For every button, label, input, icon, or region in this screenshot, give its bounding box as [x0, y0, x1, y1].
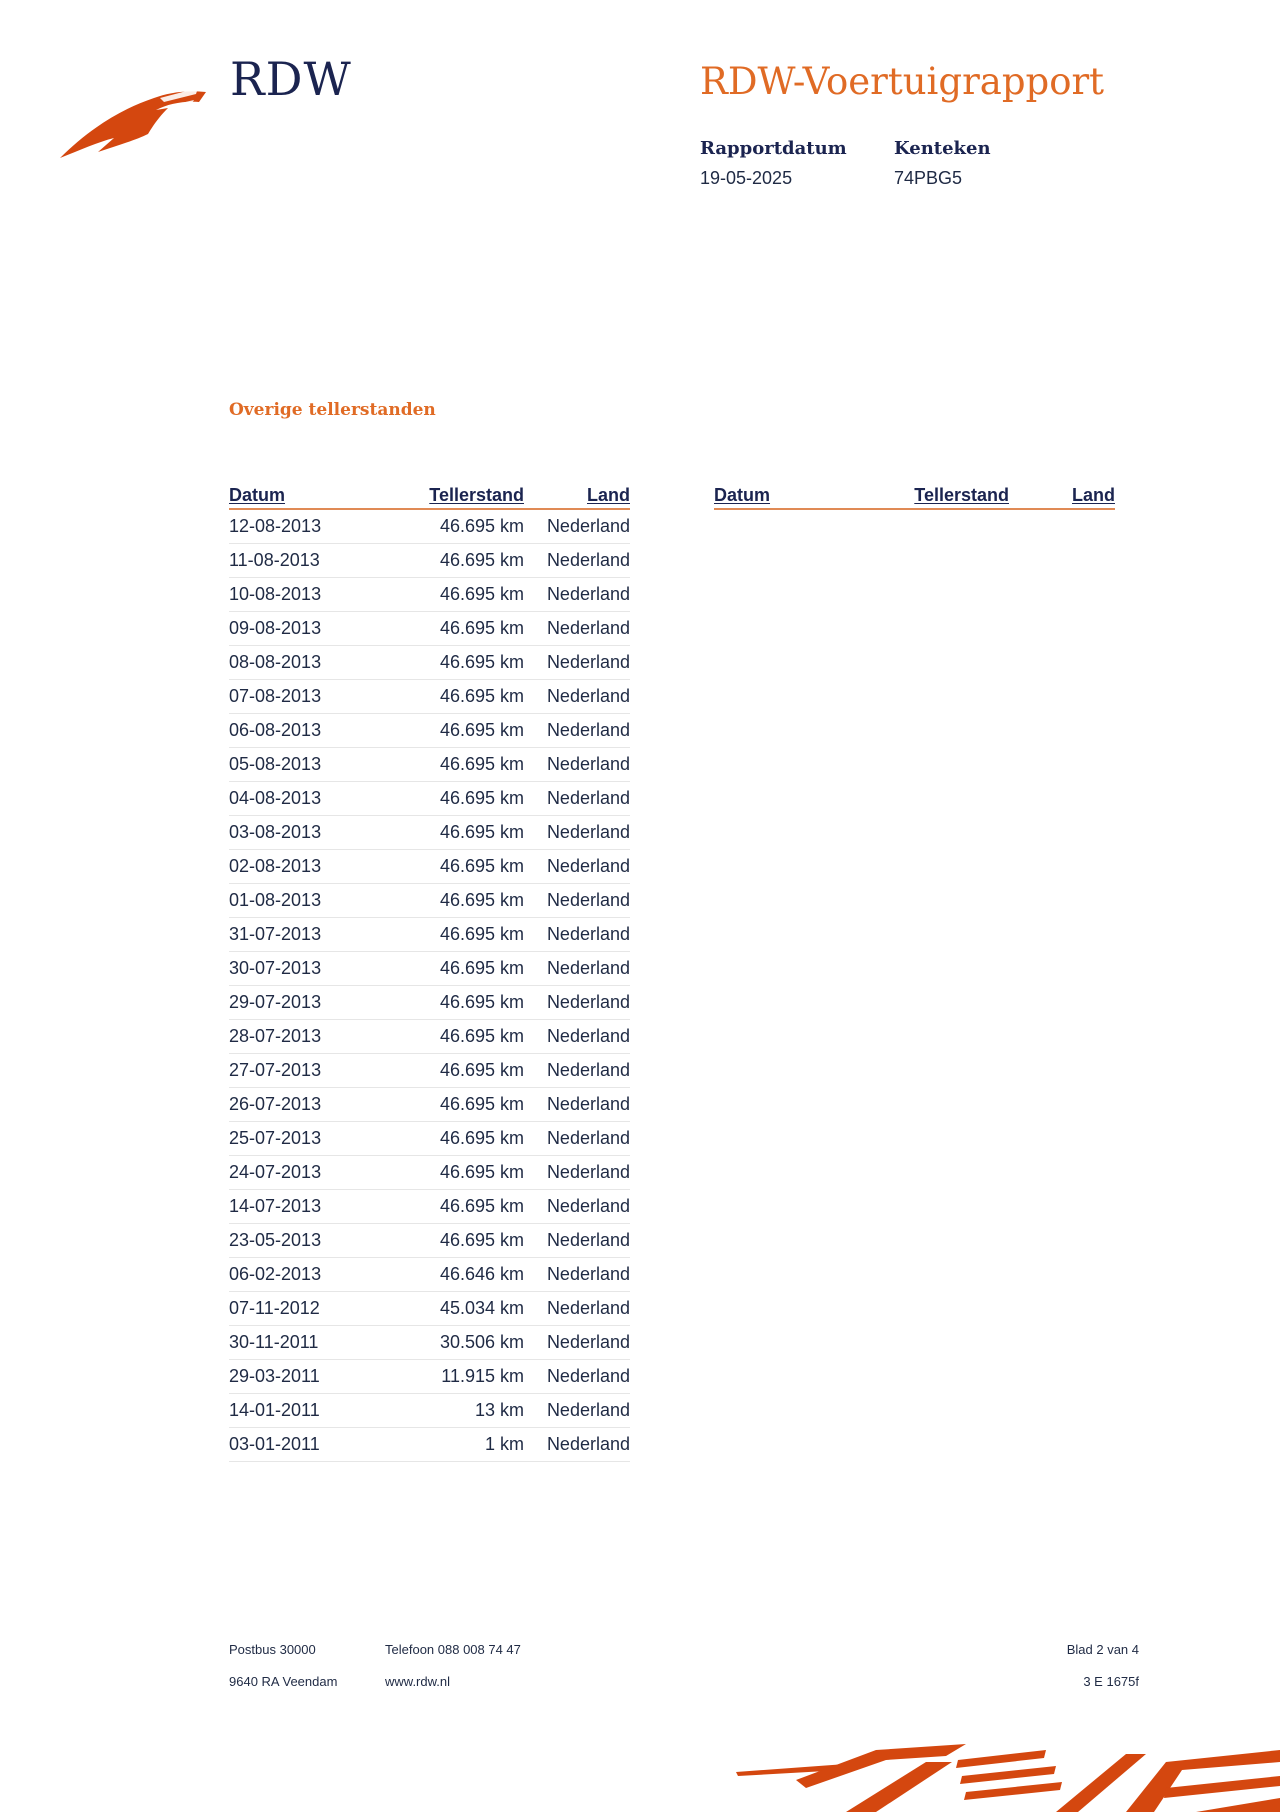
table-row [229, 509, 630, 544]
footer-telefoon: Telefoon 088 008 74 47 [385, 1642, 521, 1657]
table-row [229, 544, 630, 578]
cell-tellerstand: 46.695 km [364, 680, 524, 714]
cell-datum: 04-08-2013 [229, 782, 364, 816]
cell-tellerstand: 46.695 km [364, 782, 524, 816]
report-date-block [700, 138, 847, 189]
cell-land: Nederland [524, 1020, 630, 1054]
cell-tellerstand: 11.915 km [364, 1360, 524, 1394]
cell-land: Nederland [524, 1326, 630, 1360]
cell-land: Nederland [524, 850, 630, 884]
table-row [229, 578, 630, 612]
cell-tellerstand: 46.695 km [364, 714, 524, 748]
table-row [229, 816, 630, 850]
table-row [229, 612, 630, 646]
table-row [229, 1088, 630, 1122]
cell-land: Nederland [524, 918, 630, 952]
cell-land: Nederland [524, 544, 630, 578]
cell-datum: 07-08-2013 [229, 680, 364, 714]
cell-datum: 03-01-2011 [229, 1428, 364, 1462]
cell-tellerstand: 46.695 km [364, 1156, 524, 1190]
cell-land: Nederland [524, 884, 630, 918]
cell-datum: 23-05-2013 [229, 1224, 364, 1258]
license-plate-label: Kenteken [894, 138, 991, 159]
cell-tellerstand: 46.695 km [364, 612, 524, 646]
cell-datum: 07-11-2012 [229, 1292, 364, 1326]
cell-land: Nederland [524, 748, 630, 782]
cell-datum: 29-07-2013 [229, 986, 364, 1020]
rdw-stripes-decoration-icon [726, 1740, 1280, 1812]
cell-tellerstand: 46.695 km [364, 918, 524, 952]
cell-land: Nederland [524, 1122, 630, 1156]
cell-land: Nederland [524, 646, 630, 680]
cell-datum: 27-07-2013 [229, 1054, 364, 1088]
table-row [229, 1394, 630, 1428]
footer-document-code: 3 E 1675f [1083, 1674, 1139, 1689]
column-header-tellerstand: Tellerstand [364, 484, 524, 509]
cell-land: Nederland [524, 816, 630, 850]
cell-land: Nederland [524, 714, 630, 748]
table-row [229, 952, 630, 986]
cell-datum: 01-08-2013 [229, 884, 364, 918]
table-header-row [714, 484, 1115, 509]
cell-land: Nederland [524, 509, 630, 544]
table-row [229, 1122, 630, 1156]
cell-datum: 11-08-2013 [229, 544, 364, 578]
cell-tellerstand: 30.506 km [364, 1326, 524, 1360]
cell-tellerstand: 46.695 km [364, 1054, 524, 1088]
cell-tellerstand: 46.695 km [364, 816, 524, 850]
cell-tellerstand: 46.695 km [364, 1224, 524, 1258]
cell-tellerstand: 46.695 km [364, 850, 524, 884]
section-title: Overige tellerstanden [229, 400, 436, 420]
rdw-logo-text: RDW [230, 52, 352, 106]
table-row [229, 1326, 630, 1360]
cell-land: Nederland [524, 1054, 630, 1088]
cell-land: Nederland [524, 986, 630, 1020]
cell-datum: 02-08-2013 [229, 850, 364, 884]
cell-datum: 30-11-2011 [229, 1326, 364, 1360]
cell-datum: 26-07-2013 [229, 1088, 364, 1122]
table-row [229, 850, 630, 884]
cell-tellerstand: 46.695 km [364, 952, 524, 986]
table-row [229, 884, 630, 918]
cell-datum: 31-07-2013 [229, 918, 364, 952]
cell-land: Nederland [524, 782, 630, 816]
cell-datum: 08-08-2013 [229, 646, 364, 680]
cell-land: Nederland [524, 1088, 630, 1122]
cell-land: Nederland [524, 1258, 630, 1292]
license-plate-value: 74PBG5 [894, 168, 963, 188]
table-row [229, 1054, 630, 1088]
table-row [229, 1258, 630, 1292]
cell-tellerstand: 46.695 km [364, 646, 524, 680]
table-row [229, 986, 630, 1020]
cell-tellerstand: 46.695 km [364, 1020, 524, 1054]
footer-postbus: Postbus 30000 [229, 1642, 316, 1657]
cell-datum: 29-03-2011 [229, 1360, 364, 1394]
odometer-table-left [229, 484, 630, 1462]
footer-plaats: 9640 RA Veendam [229, 1674, 338, 1689]
cell-datum: 14-07-2013 [229, 1190, 364, 1224]
cell-tellerstand: 13 km [364, 1394, 524, 1428]
cell-land: Nederland [524, 952, 630, 986]
column-header-land: Land [524, 484, 630, 509]
cell-land: Nederland [524, 1428, 630, 1462]
column-header-tellerstand: Tellerstand [849, 484, 1009, 509]
table-row [229, 782, 630, 816]
cell-tellerstand: 46.646 km [364, 1258, 524, 1292]
cell-datum: 06-02-2013 [229, 1258, 364, 1292]
cell-tellerstand: 46.695 km [364, 578, 524, 612]
cell-datum: 06-08-2013 [229, 714, 364, 748]
cell-datum: 14-01-2011 [229, 1394, 364, 1428]
cell-tellerstand: 46.695 km [364, 1088, 524, 1122]
cell-land: Nederland [524, 1156, 630, 1190]
cell-tellerstand: 46.695 km [364, 1190, 524, 1224]
table-row [229, 680, 630, 714]
cell-tellerstand: 46.695 km [364, 509, 524, 544]
table-row [229, 1156, 630, 1190]
cell-land: Nederland [524, 1360, 630, 1394]
report-title: RDW-Voertuigrapport [700, 60, 1105, 103]
cell-datum: 12-08-2013 [229, 509, 364, 544]
cell-datum: 05-08-2013 [229, 748, 364, 782]
table-row [229, 1360, 630, 1394]
cell-datum: 28-07-2013 [229, 1020, 364, 1054]
column-header-land: Land [1009, 484, 1115, 509]
table-row [229, 1020, 630, 1054]
footer-page-number: Blad 2 van 4 [1066, 1642, 1139, 1657]
cell-tellerstand: 46.695 km [364, 748, 524, 782]
cell-tellerstand: 46.695 km [364, 884, 524, 918]
cell-land: Nederland [524, 1224, 630, 1258]
column-header-datum: Datum [714, 484, 849, 509]
table-row [229, 1292, 630, 1326]
cell-datum: 24-07-2013 [229, 1156, 364, 1190]
cell-datum: 30-07-2013 [229, 952, 364, 986]
cell-tellerstand: 46.695 km [364, 1122, 524, 1156]
table-row [229, 1224, 630, 1258]
cell-land: Nederland [524, 1292, 630, 1326]
report-date-value: 19-05-2025 [700, 168, 793, 188]
cell-datum: 03-08-2013 [229, 816, 364, 850]
cell-land: Nederland [524, 1190, 630, 1224]
report-date-label: Rapportdatum [700, 138, 847, 159]
cell-tellerstand: 45.034 km [364, 1292, 524, 1326]
cell-tellerstand: 1 km [364, 1428, 524, 1462]
table-header-row [229, 484, 630, 509]
column-header-datum: Datum [229, 484, 364, 509]
table-row [229, 646, 630, 680]
cell-land: Nederland [524, 1394, 630, 1428]
table-row [229, 918, 630, 952]
rdw-logo-wing-icon [56, 80, 212, 166]
table-row [229, 714, 630, 748]
cell-land: Nederland [524, 680, 630, 714]
cell-tellerstand: 46.695 km [364, 544, 524, 578]
cell-datum: 09-08-2013 [229, 612, 364, 646]
odometer-table-right [714, 484, 1115, 510]
license-plate-block [894, 138, 991, 189]
table-row [229, 1190, 630, 1224]
footer-website-link[interactable]: www.rdw.nl [385, 1674, 451, 1689]
table-row [229, 1428, 630, 1462]
cell-land: Nederland [524, 612, 630, 646]
cell-datum: 10-08-2013 [229, 578, 364, 612]
cell-land: Nederland [524, 578, 630, 612]
table-row [229, 748, 630, 782]
cell-datum: 25-07-2013 [229, 1122, 364, 1156]
cell-tellerstand: 46.695 km [364, 986, 524, 1020]
